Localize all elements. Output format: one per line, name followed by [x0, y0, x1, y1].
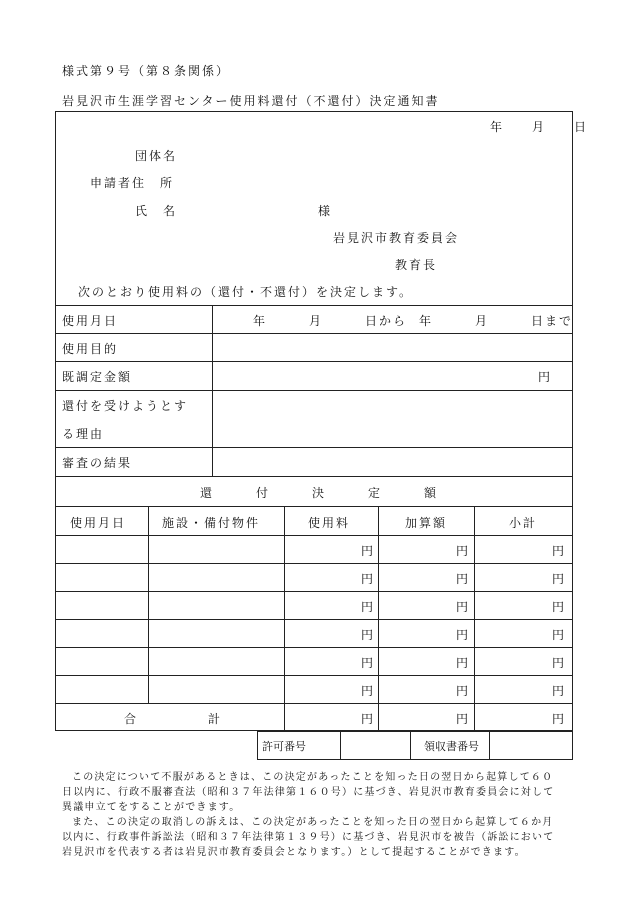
row-yen-marker: 円 [361, 684, 374, 698]
row-yen-marker: 円 [456, 544, 469, 558]
row-yen-marker: 円 [552, 656, 565, 670]
row-yen-marker: 円 [456, 656, 469, 670]
permit-number-label: 許可番号 [262, 740, 306, 753]
col-facility: 施設・備付物件 [162, 516, 261, 530]
note-lawsuit: また、この決定の取消しの訴えは、この決定があったことを知った日の翌日から起算して６か月以内に、行政事件訴訟法（昭和３７年法律第１３９号）に基づき、岩見沢市を被告（訴訟において岩見沢市を代表する者は岩見沢市教育委員会となります。）として提起することができます。 [62, 817, 555, 858]
col-surcharge: 加算額 [405, 516, 448, 530]
usage-date-label: 使用月日 [62, 314, 119, 328]
reason-label-line2: る理由 [62, 427, 105, 441]
total-yen-marker: 円 [361, 712, 374, 726]
paid-amount-label: 既調定金額 [62, 370, 133, 384]
col-fee: 使用料 [308, 516, 351, 530]
row-yen-marker: 円 [552, 544, 565, 558]
col-subtotal: 小計 [509, 516, 538, 530]
paid-yen: 円 [538, 370, 551, 384]
form-number: 様式第９号（第８条関係） [62, 64, 231, 78]
row-yen-marker: 円 [361, 628, 374, 642]
row-yen-marker: 円 [361, 600, 374, 614]
refund-heading: 還 付 決 定 額 [200, 486, 439, 500]
name-label: 氏 名 [135, 204, 178, 218]
row-yen-marker: 円 [456, 628, 469, 642]
period-to: 年 月 日まで [419, 314, 574, 328]
total-yen-marker: 円 [552, 712, 565, 726]
issuer-org: 岩見沢市教育委員会 [333, 231, 460, 245]
row-yen-marker: 円 [456, 572, 469, 586]
honorific: 様 [318, 204, 333, 218]
row-yen-marker: 円 [456, 684, 469, 698]
issuer-title: 教育長 [395, 258, 438, 272]
result-label: 審査の結果 [62, 456, 133, 470]
group-name-label: 団体名 [135, 149, 178, 163]
row-yen-marker: 円 [552, 684, 565, 698]
row-yen-marker: 円 [361, 544, 374, 558]
row-yen-marker: 円 [456, 600, 469, 614]
row-yen-marker: 円 [552, 600, 565, 614]
period-from: 年 月 日から [253, 314, 408, 328]
row-yen-marker: 円 [361, 572, 374, 586]
address-label: 申請者住 所 [90, 176, 175, 190]
page-title: 岩見沢市生涯学習センター使用料還付（不還付）決定通知書 [62, 94, 440, 108]
form-frame [55, 111, 573, 731]
purpose-label: 使用目的 [62, 342, 119, 356]
decision-statement: 次のとおり使用料の（還付・不還付）を決定します。 [78, 285, 414, 299]
row-yen-marker: 円 [361, 656, 374, 670]
row-yen-marker: 円 [552, 572, 565, 586]
row-yen-marker: 円 [552, 628, 565, 642]
note-appeal: この決定について不服があるときは、この決定があったことを知った日の翌日から起算して６０日以内に、行政不服審査法（昭和３７年法律第１６０号）に基づき、岩見沢市教育委員会に対して異議申立てをすることができます。 [62, 772, 555, 813]
total-yen-marker: 円 [456, 712, 469, 726]
receipt-number-label: 領収書番号 [424, 740, 479, 753]
reason-label-line1: 還付を受けようとす [62, 399, 189, 413]
col-usage-date: 使用月日 [70, 516, 127, 530]
total-label: 合 計 [124, 712, 223, 726]
date-label: 年 月 日 [490, 120, 589, 134]
